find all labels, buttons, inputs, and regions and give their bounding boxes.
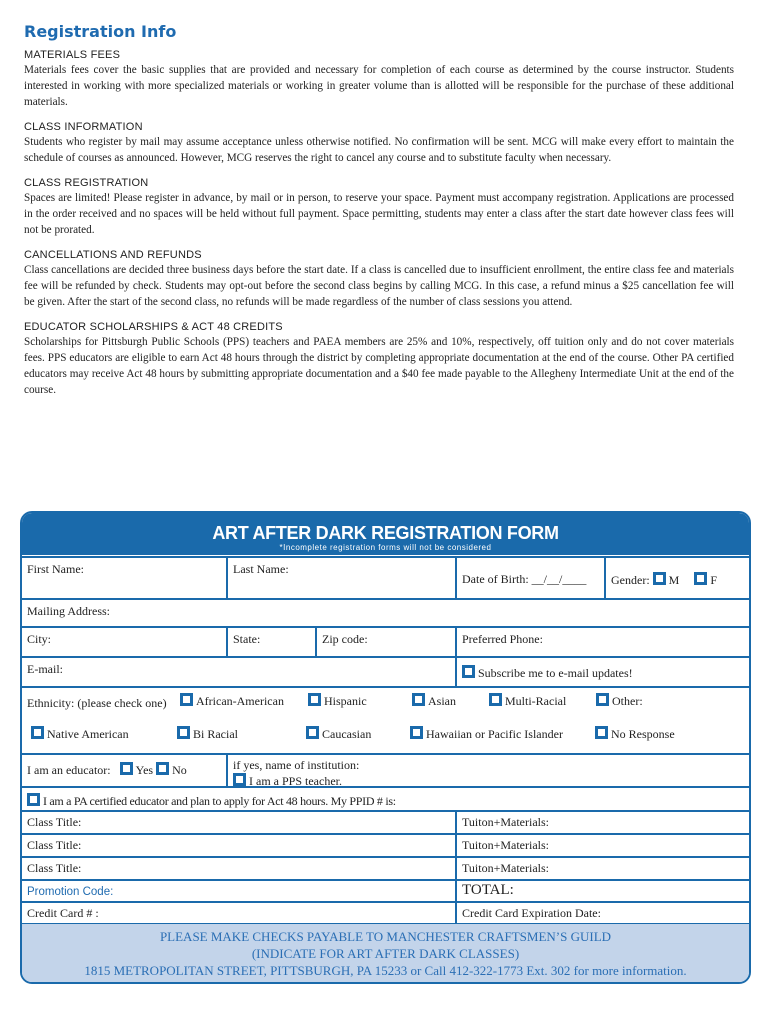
expiry-field[interactable] (455, 903, 749, 923)
pps-teacher-label: I am a PPS teacher. (249, 774, 342, 788)
email-label: E-mail: (27, 662, 63, 676)
zip-field[interactable] (315, 628, 456, 656)
email-row (22, 658, 749, 688)
act48-label: I am a PA certified educator and plan to apply for Act 48 hours. My PPID # is: (43, 794, 396, 808)
last-name-label: Last Name: (233, 562, 289, 576)
tuition-label: Tuiton+Materials: (462, 815, 549, 829)
promo-row (22, 881, 749, 903)
first-name-label: First Name: (27, 562, 84, 576)
section-heading: EDUCATOR SCHOLARSHIPS & ACT 48 CREDITS (24, 321, 283, 333)
section-materials-fees (24, 49, 734, 110)
phone-field[interactable] (455, 628, 749, 656)
city-label: City: (27, 632, 52, 646)
subscribe-option (455, 658, 749, 686)
footer-line: (INDICATE FOR ART AFTER DARK CLASSES) (251, 946, 520, 961)
ethnicity-checkbox[interactable] (177, 726, 190, 739)
ethnicity-row (22, 688, 749, 755)
educator-field (22, 755, 228, 786)
ethnicity-option-label: Native American (47, 727, 129, 741)
section-body: Spaces are limited! Please register in advance, by mail or in person, to reserve your space. Payment must accompany registration. Applications are processed in the order received and no spaces will be held without full payment. Space permitting, students may enter a class after the start date however class fees will not be prorated. (24, 192, 734, 236)
educator-yes-label: Yes (135, 763, 154, 777)
gender-m-label: M (668, 573, 680, 587)
educator-no-label: No (172, 763, 187, 777)
ethnicity-checkbox[interactable] (595, 726, 608, 739)
educator-yes-checkbox[interactable] (120, 762, 133, 775)
class-row (22, 835, 749, 858)
section-body: Students who register by mail may assume acceptance unless otherwise notified. No confirmation will be sent. MCG will make every effort to maintain the schedule of courses as announced. However, MCG reserves the right to cancel any course and to substitute faculty when necessary. (24, 136, 734, 164)
tuition-field[interactable] (455, 812, 749, 833)
section-class-information (24, 121, 734, 166)
act48-field[interactable] (22, 788, 749, 810)
email-field[interactable] (22, 658, 456, 686)
class-title-field[interactable] (22, 858, 456, 879)
class-title-label: Class Title: (27, 838, 82, 852)
city-field[interactable] (22, 628, 228, 656)
ethnicity-checkbox[interactable] (410, 726, 423, 739)
mailing-address-field[interactable] (22, 600, 749, 626)
last-name-field[interactable] (226, 558, 456, 598)
tuition-field[interactable] (455, 858, 749, 879)
promo-code-label: Promotion Code: (27, 886, 114, 898)
subscribe-label: Subscribe me to e-mail updates! (478, 666, 633, 680)
ethnicity-label: Ethnicity: (please check one) (27, 696, 167, 710)
ethnicity-option-label: Hawaiian or Pacific Islander (426, 727, 563, 741)
class-row (22, 812, 749, 835)
expiry-label: Credit Card Expiration Date: (462, 906, 601, 920)
educator-no-checkbox[interactable] (156, 762, 169, 775)
act48-checkbox[interactable] (27, 793, 40, 806)
class-title-label: Class Title: (27, 815, 82, 829)
tuition-field[interactable] (455, 835, 749, 856)
payment-footer (22, 924, 749, 984)
zip-label: Zip code: (322, 632, 368, 646)
class-title-label: Class Title: (27, 861, 82, 875)
registration-info (24, 22, 734, 409)
credit-card-label: Credit Card # : (27, 906, 99, 920)
ethnicity-option-label: Caucasian (322, 727, 372, 741)
gender-f-checkbox[interactable] (694, 572, 707, 585)
ethnicity-option-label: Other: (612, 694, 643, 708)
section-body: Scholarships for Pittsburgh Public Schools (PPS) teachers and PAEA members are 25% and 10%, respectively, off tuition only and do not cover materials fees. PPS educators are eligible to earn Act 48 hours through the district by completing appropriate documentation at the end of the course. Other PA certified educators may receive Act 48 hours by submitting appropriate documentation and a $40 fee made payable to the Allegheny Intermediate Unit at the end of the course. (24, 336, 734, 396)
name-row (22, 556, 749, 600)
section-heading: CLASS REGISTRATION (24, 177, 149, 189)
mailing-label: Mailing Address: (27, 604, 110, 618)
mailing-row (22, 600, 749, 628)
pps-teacher-checkbox[interactable] (233, 773, 246, 786)
section-body: Materials fees cover the basic supplies that are provided and necessary for completion of each course as determined by the course instructor. Students interested in working with more specialized materials or working in greater volume than is allotted will be responsible for the purchase of these additional materials. (24, 64, 734, 108)
section-body: Class cancellations are decided three business days before the start date. If a class is cancelled due to insufficient enrollment, the entire class fee and materials fee will be refunded by check. Students may opt-out before the second class begins by calling MCG. In this case, a refund minus a $25 cancellation fee will be given. After the start of the second class, no refunds will be made regardless of the number of class sessions you attend. (24, 264, 734, 308)
section-heading: CANCELLATIONS AND REFUNDS (24, 249, 202, 261)
ethnicity-option-label: Bi Racial (193, 727, 238, 741)
ethnicity-option-label: Multi-Racial (505, 694, 567, 708)
total-label: TOTAL: (462, 882, 514, 898)
section-heading: MATERIALS FEES (24, 49, 121, 61)
ethnicity-checkbox[interactable] (306, 726, 319, 739)
promo-code-field[interactable] (22, 881, 456, 901)
educator-row (22, 755, 749, 788)
ethnicity-checkbox[interactable] (412, 693, 425, 706)
gender-m-checkbox[interactable] (653, 572, 666, 585)
ethnicity-checkbox[interactable] (596, 693, 609, 706)
section-class-registration (24, 177, 734, 238)
form-title: ART AFTER DARK REGISTRATION FORM (212, 523, 559, 543)
total-field[interactable] (455, 881, 749, 901)
card-row (22, 903, 749, 925)
state-label: State: (233, 632, 261, 646)
phone-label: Preferred Phone: (462, 632, 543, 646)
registration-form (20, 511, 751, 984)
gender-label: Gender: (611, 573, 650, 587)
footer-line: 1815 METROPOLITAN STREET, PITTSBURGH, PA 15233 or Call 412-322-1773 Ext. 302 for more information. (84, 963, 687, 978)
dob-field[interactable] (455, 558, 605, 598)
credit-card-field[interactable] (22, 903, 456, 923)
gender-f-label: F (710, 573, 718, 587)
ethnicity-option-label: No Response (611, 727, 675, 741)
page-title: Registration Info (24, 22, 177, 41)
footer-line: PLEASE MAKE CHECKS PAYABLE TO MANCHESTER CRAFTSMEN’S GUILD (159, 929, 612, 944)
city-row (22, 628, 749, 658)
ethnicity-checkbox[interactable] (180, 693, 193, 706)
tuition-label: Tuiton+Materials: (462, 838, 549, 852)
subscribe-checkbox[interactable] (462, 665, 475, 678)
act48-row (22, 788, 749, 812)
state-field[interactable] (226, 628, 316, 656)
class-row (22, 858, 749, 881)
gender-field (604, 558, 749, 598)
first-name-field[interactable] (22, 558, 228, 598)
institution-label: if yes, name of institution: (233, 758, 360, 772)
ethnicity-option-label: African-American (196, 694, 284, 708)
section-scholarships (24, 321, 734, 398)
class-title-field[interactable] (22, 812, 456, 833)
ethnicity-checkbox[interactable] (489, 693, 502, 706)
class-title-field[interactable] (22, 835, 456, 856)
dob-label: Date of Birth: __/__/____ (462, 572, 587, 586)
ethnicity-option-label: Asian (428, 694, 456, 708)
ethnicity-option-label: Hispanic (324, 694, 367, 708)
institution-field[interactable] (226, 755, 749, 786)
section-cancellations (24, 249, 734, 310)
section-heading: CLASS INFORMATION (24, 121, 143, 133)
form-header (22, 513, 749, 555)
educator-label: I am an educator: (27, 763, 111, 777)
tuition-label: Tuiton+Materials: (462, 861, 549, 875)
ethnicity-checkbox[interactable] (308, 693, 321, 706)
ethnicity-checkbox[interactable] (31, 726, 44, 739)
form-subtitle: *Incomplete registration forms will not be considered (279, 543, 492, 552)
